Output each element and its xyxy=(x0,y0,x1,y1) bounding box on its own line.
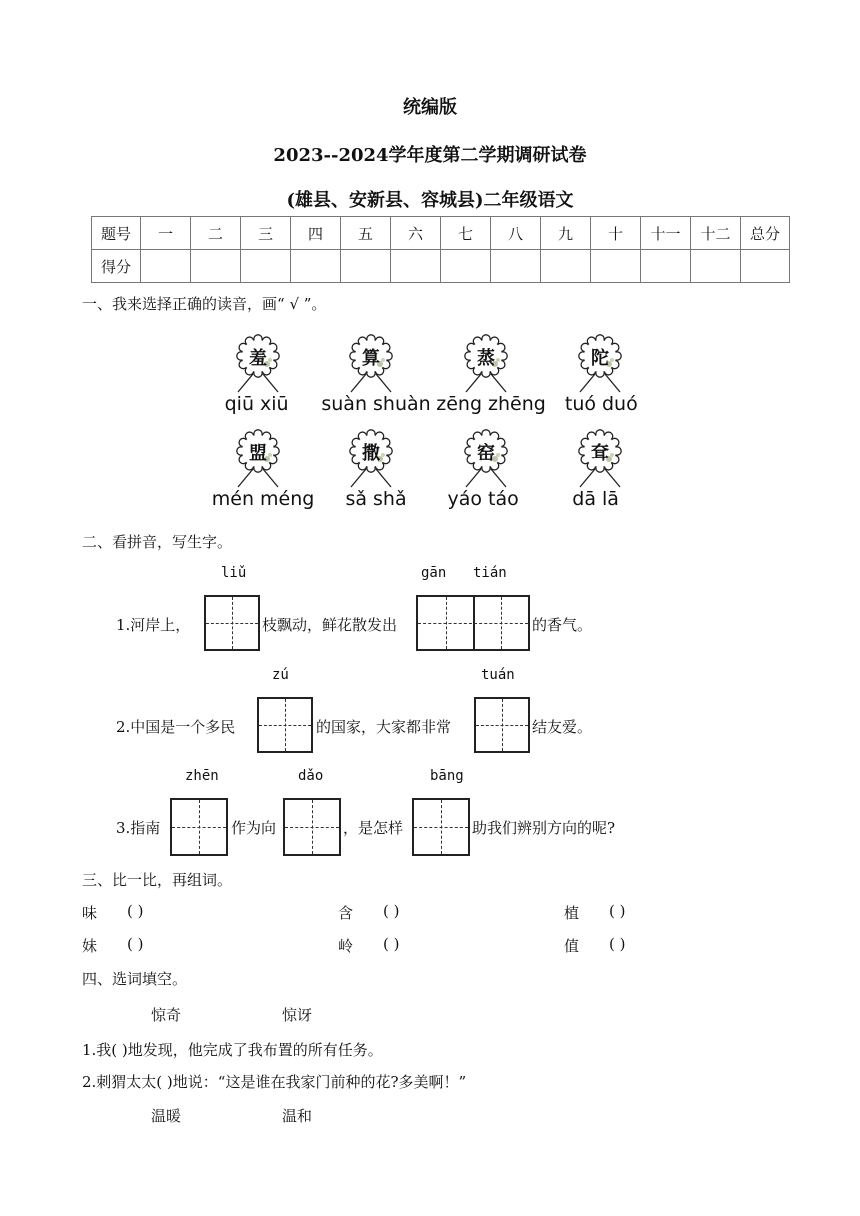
score-cell: 十二 xyxy=(691,217,741,250)
compare-char: 植 xyxy=(564,904,580,922)
edition-label: 统编版 xyxy=(403,97,457,118)
writing-grid[interactable] xyxy=(257,697,313,753)
sentence3-part-c: ，是怎样 xyxy=(343,819,404,837)
sentence3-part-d: 助我们辨别方向的呢? xyxy=(472,819,616,837)
score-cell: 十 xyxy=(591,217,641,250)
score-cell: 五 xyxy=(341,217,391,250)
flower-character: 耷 xyxy=(591,443,609,464)
score-input-cell[interactable] xyxy=(691,250,741,283)
flower-character: 陀 xyxy=(591,348,609,369)
compare-char: 岭 xyxy=(338,937,354,955)
word-option: 温和 xyxy=(282,1107,313,1125)
sentence2-part-c: 结友爱。 xyxy=(532,718,593,736)
stem-lines xyxy=(341,469,401,489)
flower-character: 算 xyxy=(362,348,380,369)
stem-lines xyxy=(456,469,516,489)
pinyin-option[interactable]: qiū xyxy=(224,393,254,415)
score-cell: 八 xyxy=(491,217,541,250)
section4-heading: 四、选词填空。 xyxy=(82,970,188,988)
pinyin-option[interactable]: shǎ xyxy=(373,488,407,510)
pinyin-dao: dǎo xyxy=(298,768,324,784)
score-row-label: 得分 xyxy=(92,250,141,283)
score-cell: 题号 xyxy=(92,217,141,250)
stem-lines xyxy=(456,374,516,394)
exam-title: 2023--2024学年度第二学期调研试卷 xyxy=(273,145,587,166)
score-input-cell[interactable] xyxy=(541,250,591,283)
answer-blank[interactable]: ( ) xyxy=(127,902,144,920)
answer-blank[interactable]: ( ) xyxy=(127,935,144,953)
fill-question-2: 2.刺猬太太( )地说：“这是谁在我家门前种的花?多美啊！” xyxy=(82,1073,467,1091)
flower-character: 盟 xyxy=(249,443,267,464)
score-cell: 十一 xyxy=(641,217,691,250)
score-cell: 六 xyxy=(391,217,441,250)
sentence3-part-a: 3.指南 xyxy=(116,819,161,837)
flower-character: 羞 xyxy=(249,348,267,369)
flower-character: 窑 xyxy=(477,443,495,464)
pinyin-option[interactable]: suàn xyxy=(321,393,367,415)
pinyin-option[interactable]: tuó xyxy=(564,393,596,415)
exam-subtitle: (雄县、安新县、容城县)二年级语文 xyxy=(286,190,574,211)
pinyin-option[interactable]: dā xyxy=(572,488,596,510)
sentence1-part-c: 的香气。 xyxy=(532,616,593,634)
score-table-header-row xyxy=(92,217,790,250)
word-option: 惊奇 xyxy=(151,1006,182,1024)
stem-lines xyxy=(228,374,288,394)
sentence1-part-b: 枝飘动，鲜花散发出 xyxy=(262,616,398,634)
compare-char: 味 xyxy=(82,904,98,922)
pinyin-tuan: tuán xyxy=(481,667,515,683)
pinyin-bang: bāng xyxy=(430,768,464,784)
stem-lines xyxy=(570,469,630,489)
score-input-cell[interactable] xyxy=(741,250,790,283)
sentence2-part-a: 2.中国是一个多民 xyxy=(116,718,236,736)
score-cell: 总分 xyxy=(741,217,790,250)
compare-char: 值 xyxy=(564,937,580,955)
writing-grid[interactable] xyxy=(204,595,260,651)
word-option: 温暖 xyxy=(151,1107,182,1125)
writing-grid[interactable] xyxy=(170,798,228,856)
writing-grid[interactable] xyxy=(412,798,470,856)
pinyin-zu: zú xyxy=(272,667,289,683)
pinyin-option[interactable]: shuàn xyxy=(373,393,431,415)
score-cell: 七 xyxy=(441,217,491,250)
pinyin-option[interactable]: méng xyxy=(260,488,315,510)
score-table xyxy=(91,216,790,283)
score-input-cell[interactable] xyxy=(291,250,341,283)
writing-grid-double[interactable] xyxy=(416,595,530,651)
score-input-cell[interactable] xyxy=(641,250,691,283)
pinyin-zhen: zhēn xyxy=(185,768,219,784)
pinyin-option[interactable]: zēng xyxy=(436,393,482,415)
section1-heading: 一、我来选择正确的读音，画“ √ ”。 xyxy=(82,295,327,313)
score-input-cell[interactable] xyxy=(341,250,391,283)
score-input-cell[interactable] xyxy=(591,250,641,283)
compare-char: 含 xyxy=(338,904,354,922)
score-input-cell[interactable] xyxy=(241,250,291,283)
pinyin-option[interactable]: táo xyxy=(488,488,519,510)
stem-lines xyxy=(570,374,630,394)
score-input-cell[interactable] xyxy=(491,250,541,283)
score-input-cell[interactable] xyxy=(141,250,191,283)
score-input-cell[interactable] xyxy=(391,250,441,283)
flower-character: 撒 xyxy=(362,443,380,464)
sentence3-part-b: 作为向 xyxy=(231,819,277,837)
flower-character: 蒸 xyxy=(477,348,495,369)
score-cell: 九 xyxy=(541,217,591,250)
pinyin-option[interactable]: yáo xyxy=(447,488,482,510)
score-cell: 一 xyxy=(141,217,191,250)
section3-heading: 三、比一比，再组词。 xyxy=(82,871,233,889)
section2-heading: 二、看拼音，写生字。 xyxy=(82,533,233,551)
score-input-cell[interactable] xyxy=(441,250,491,283)
pinyin-option[interactable]: sǎ xyxy=(345,488,367,510)
answer-blank[interactable]: ( ) xyxy=(383,935,400,953)
score-cell: 四 xyxy=(291,217,341,250)
score-input-cell[interactable] xyxy=(191,250,241,283)
pinyin-option[interactable]: xiū xyxy=(260,393,289,415)
pinyin-liu: liǔ xyxy=(221,565,247,581)
answer-blank[interactable]: ( ) xyxy=(383,902,400,920)
writing-grid[interactable] xyxy=(474,697,530,753)
sentence2-part-b: 的国家，大家都非常 xyxy=(316,718,452,736)
score-cell: 三 xyxy=(241,217,291,250)
pinyin-option[interactable]: zhēng xyxy=(488,393,546,415)
compare-char: 妹 xyxy=(82,937,98,955)
answer-blank[interactable]: ( ) xyxy=(609,902,626,920)
stem-lines xyxy=(228,469,288,489)
answer-blank[interactable]: ( ) xyxy=(609,935,626,953)
word-option: 惊讶 xyxy=(282,1006,313,1024)
sentence1-part-a: 1.河岸上， xyxy=(116,616,191,634)
score-cell: 二 xyxy=(191,217,241,250)
stem-lines xyxy=(341,374,401,394)
writing-grid[interactable] xyxy=(283,798,341,856)
score-table-score-row xyxy=(92,250,790,283)
pinyin-option[interactable]: duó xyxy=(602,393,638,415)
pinyin-option[interactable]: lā xyxy=(602,488,619,510)
pinyin-option[interactable]: mén xyxy=(211,488,254,510)
fill-question-1: 1.我( )地发现，他完成了我布置的所有任务。 xyxy=(82,1041,383,1059)
pinyin-tian: tián xyxy=(473,565,507,581)
pinyin-gan: gān xyxy=(421,565,447,581)
